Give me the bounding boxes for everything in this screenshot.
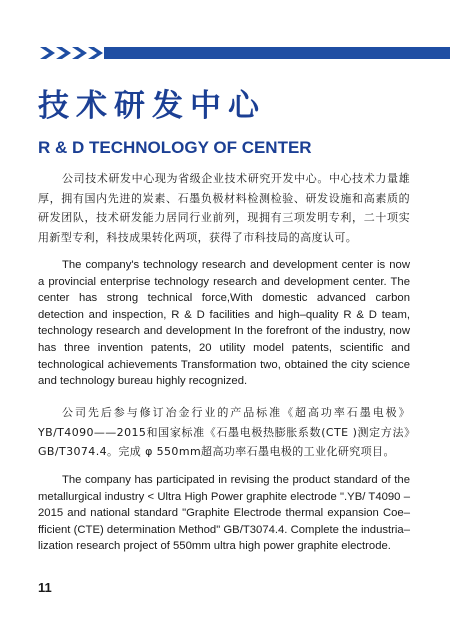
page-title-chinese: 技术研发中心 (38, 88, 266, 124)
page-number: 11 (38, 580, 52, 595)
paragraph-english-1: The company's technology research and development center is now a provincial enterprise technology research and development center. The center has strong technical force,With domestic advanced carbon detection and inspection, R & D facilities and high–quality R & D team, technology research and development In the forefront of the industry, now has three invention patents, 20 utility model patents, scientific and technological achievements Transformation two, obtained the city science and technology bureau highly recognized. (38, 259, 410, 388)
decorative-top-band (0, 46, 450, 60)
paragraph-chinese-2: 公司先后参与修订冶金行业的产品标准《超高功率石墨电极》YB/T4090——2015和国家标准《石墨电极热膨胀系数(CTE )测定方法》GB/T3074.4。完成 φ 550mm超高功率石墨电极的工业化研究项目。 (38, 406, 410, 459)
paragraph-english-2: The company has participated in revising the product standard of the metallurgical industry < Ultra High Power graphite electrode ".YB/ T4090 –2015 and national standard "Graphite Electrode thermal expansion Coe– fficient (CTE) determination Method" GB/T3074.4. Complete the industria– lization research project of 550mm ultra high power graphite electrode. (38, 474, 410, 553)
paragraph-chinese-1: 公司技术研发中心现为省级企业技术研究开发中心。中心技术力量雄厚，拥有国内先进的炭素、石墨负极材料检测检验、研发设施和高素质的研发团队，技术研发能力居同行业前列，现拥有三项发明专利，二十项实用新型专利，科技成果转化两项，获得了市科技局的高度认可。 (38, 172, 410, 244)
page-title-english: R & D TECHNOLOGY OF CENTER (38, 138, 312, 157)
